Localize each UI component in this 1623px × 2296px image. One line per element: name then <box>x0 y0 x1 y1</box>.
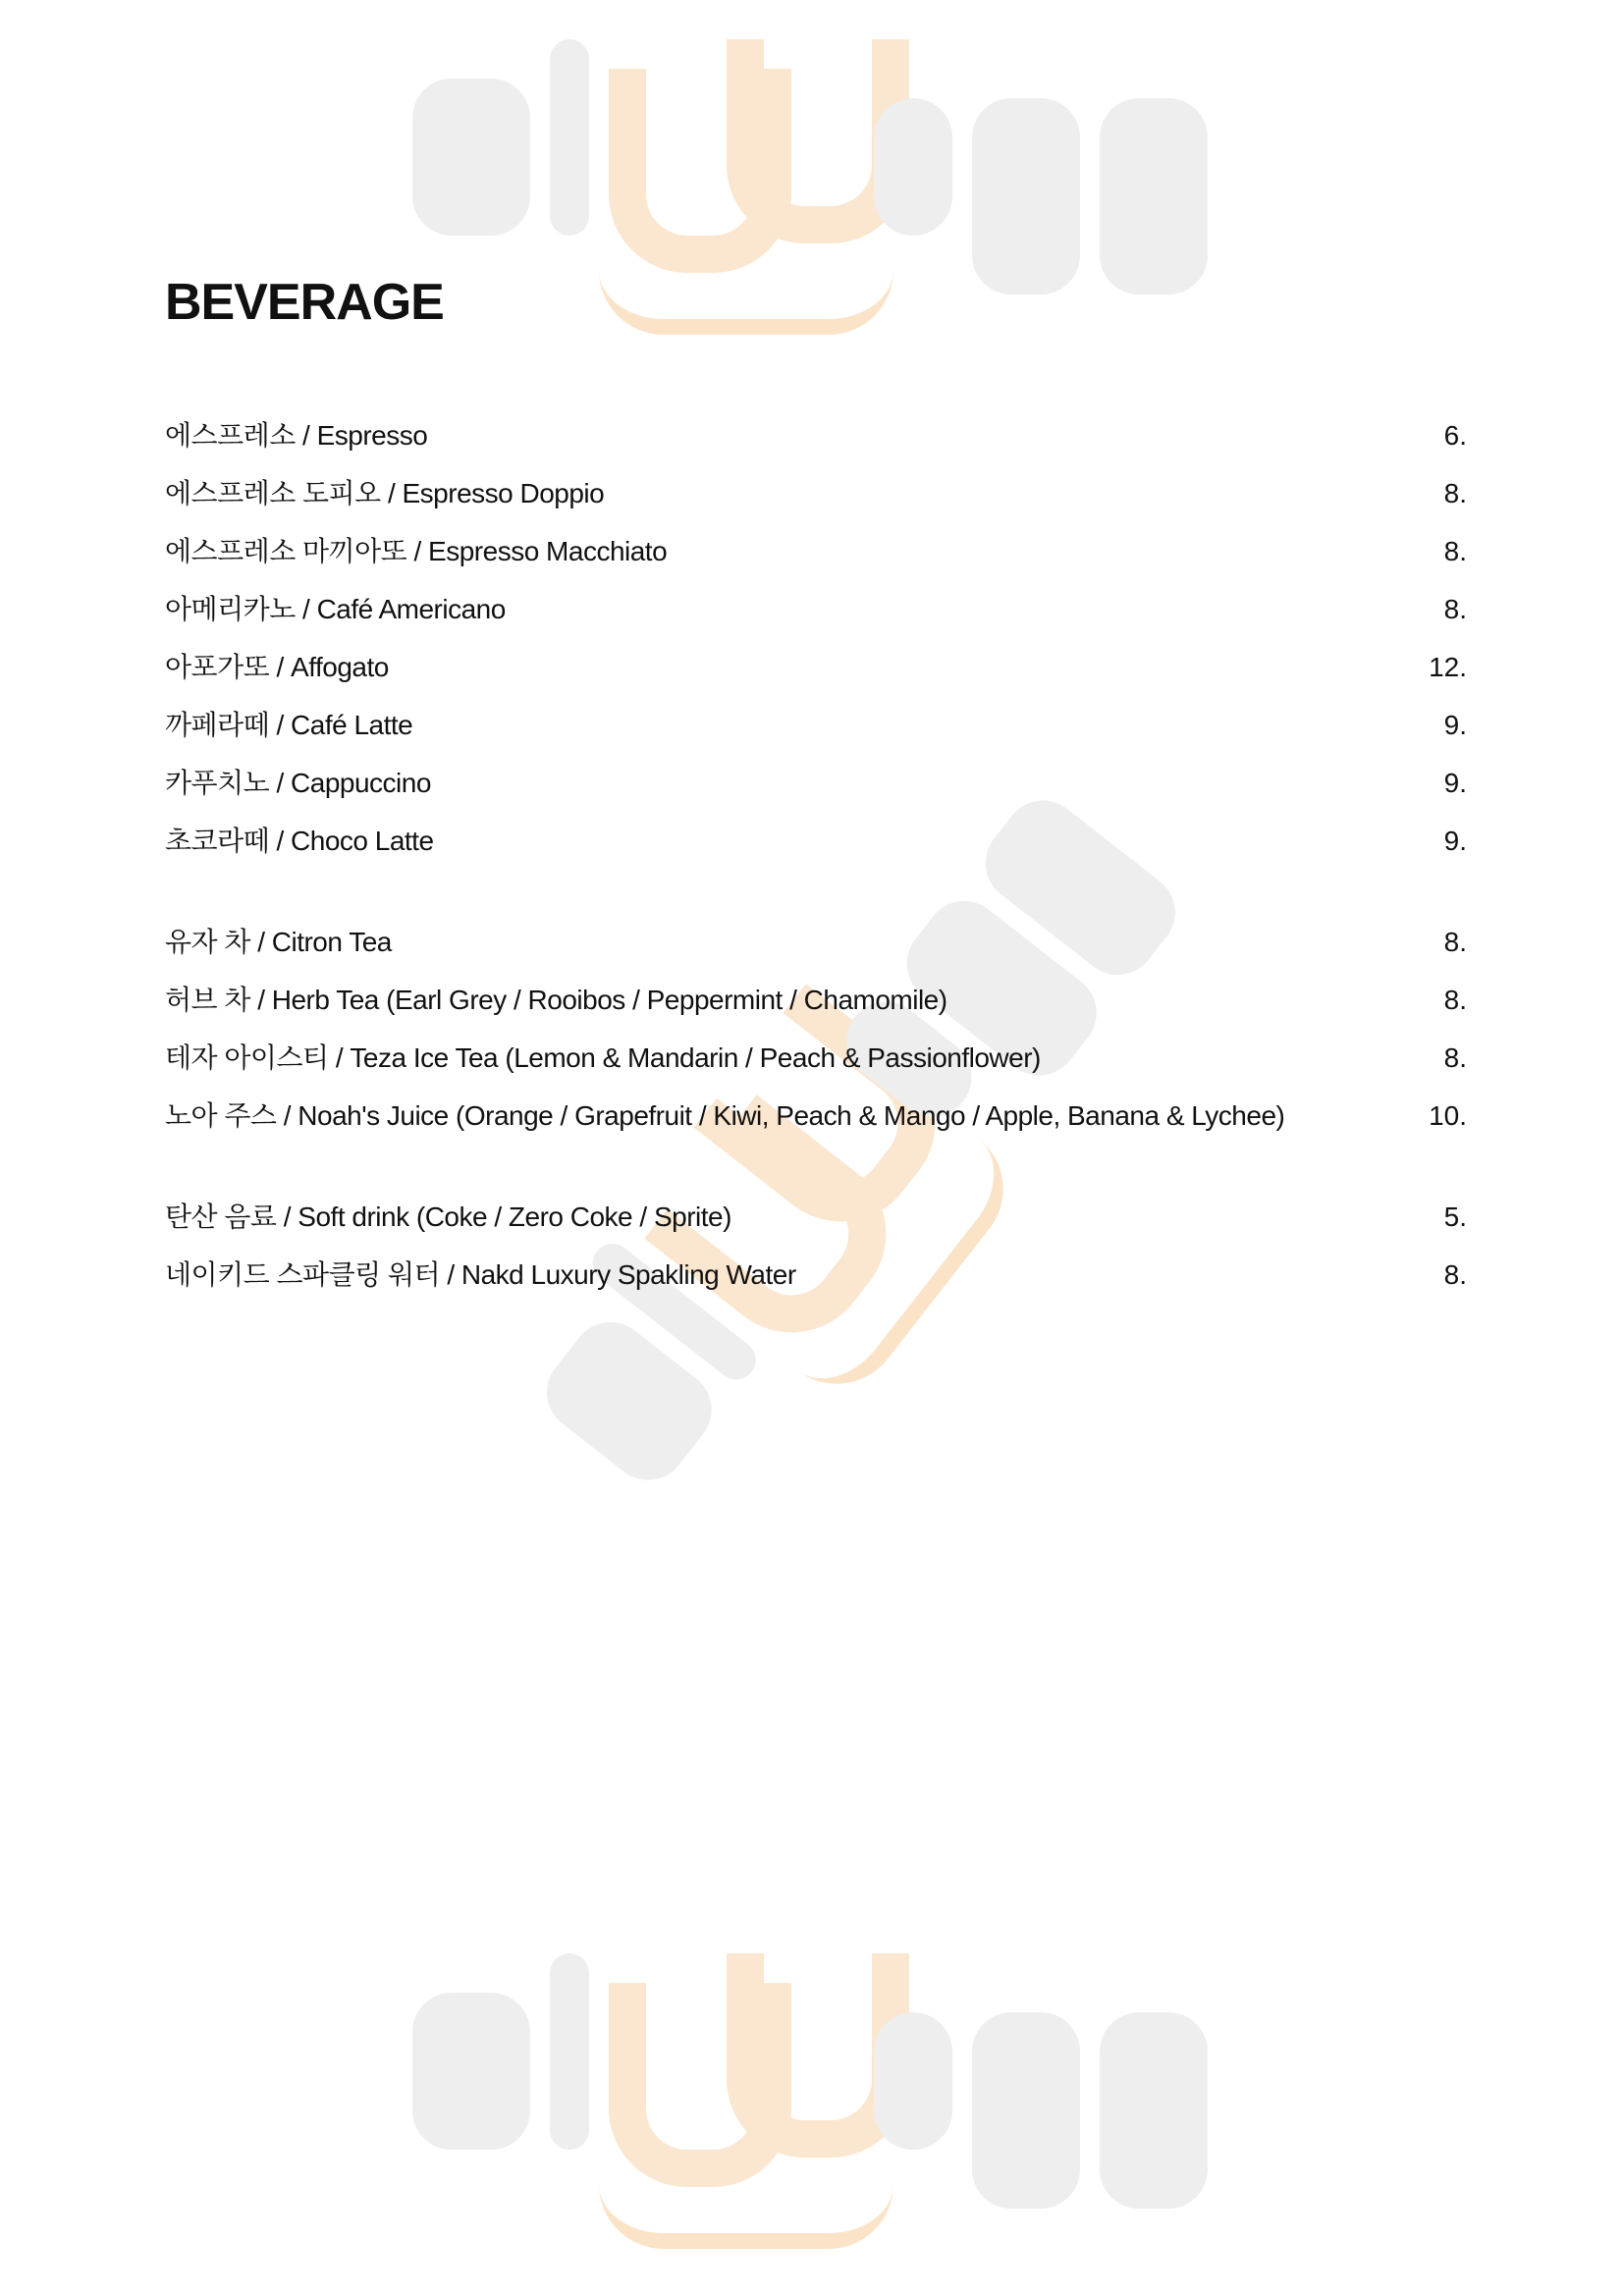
menu-item-price: 8. <box>1443 478 1467 508</box>
menu-item <box>165 530 1467 573</box>
menu-item <box>165 979 1467 1022</box>
menu-item <box>165 1254 1467 1297</box>
menu-item-name: 까페라떼 / Café Latte <box>165 710 413 740</box>
menu-item-name: 유자 차 / Citron Tea <box>165 927 392 957</box>
menu-item-price: 8. <box>1443 536 1467 566</box>
menu-item-price: 8. <box>1443 927 1467 957</box>
menu-item-name: 초코라떼 / Choco Latte <box>165 826 434 856</box>
sluurpy-watermark-logo <box>412 39 1217 334</box>
menu-item-name: 노아 주스 / Noah's Juice (Orange / Grapefruit / Kiwi, Peach & Mango / Apple, Banana & Lychee) <box>165 1100 1285 1131</box>
menu-item-name: 허브 차 / Herb Tea (Earl Grey / Rooibos / Peppermint / Chamomile) <box>165 985 947 1015</box>
menu-item-price: 5. <box>1443 1201 1467 1232</box>
menu-item-name: 에스프레소 도피오 / Espresso Doppio <box>165 478 605 508</box>
menu-item-name: 테자 아이스티 / Teza Ice Tea (Lemon & Mandarin / Peach & Passionflower) <box>165 1042 1041 1073</box>
menu-item-name: 탄산 음료 / Soft drink (Coke / Zero Coke / Sprite) <box>165 1201 731 1232</box>
menu-item-price: 6. <box>1443 420 1467 451</box>
menu-item <box>165 1095 1467 1138</box>
menu-item-price: 8. <box>1443 985 1467 1015</box>
menu-item <box>165 646 1467 689</box>
section-title: BEVERAGE <box>165 274 444 331</box>
menu-item-name: 네이키드 스파클링 워터 / Nakd Luxury Spakling Water <box>165 1259 796 1290</box>
menu-item <box>165 1196 1467 1239</box>
menu-item-name: 에스프레소 / Espresso <box>165 420 428 451</box>
menu-item-name: 아포가또 / Affogato <box>165 652 389 682</box>
menu-item <box>165 588 1467 631</box>
menu-item <box>165 472 1467 515</box>
menu-item-price: 8. <box>1443 594 1467 624</box>
menu-item-name: 아메리카노 / Café Americano <box>165 594 506 624</box>
menu-item <box>165 704 1467 747</box>
menu-item-price: 12. <box>1429 652 1467 682</box>
menu-item <box>165 820 1467 863</box>
menu-item <box>165 1037 1467 1080</box>
menu-item-price: 9. <box>1443 826 1467 856</box>
menu-item-price: 8. <box>1443 1042 1467 1073</box>
menu-group <box>165 414 1467 863</box>
menu-group <box>165 1196 1467 1297</box>
menu-item-price: 8. <box>1443 1259 1467 1290</box>
menu-item-price: 9. <box>1443 710 1467 740</box>
menu-item-name: 카푸치노 / Cappuccino <box>165 768 431 798</box>
sluurpy-watermark-logo <box>412 1953 1217 2248</box>
menu-item <box>165 921 1467 964</box>
menu-item-price: 9. <box>1443 768 1467 798</box>
menu-item-name: 에스프레소 마끼아또 / Espresso Macchiato <box>165 536 668 566</box>
menu-group <box>165 921 1467 1138</box>
menu-item <box>165 762 1467 805</box>
menu-item-price: 10. <box>1429 1100 1467 1131</box>
menu-item <box>165 414 1467 457</box>
beverage-menu <box>165 414 1467 1311</box>
